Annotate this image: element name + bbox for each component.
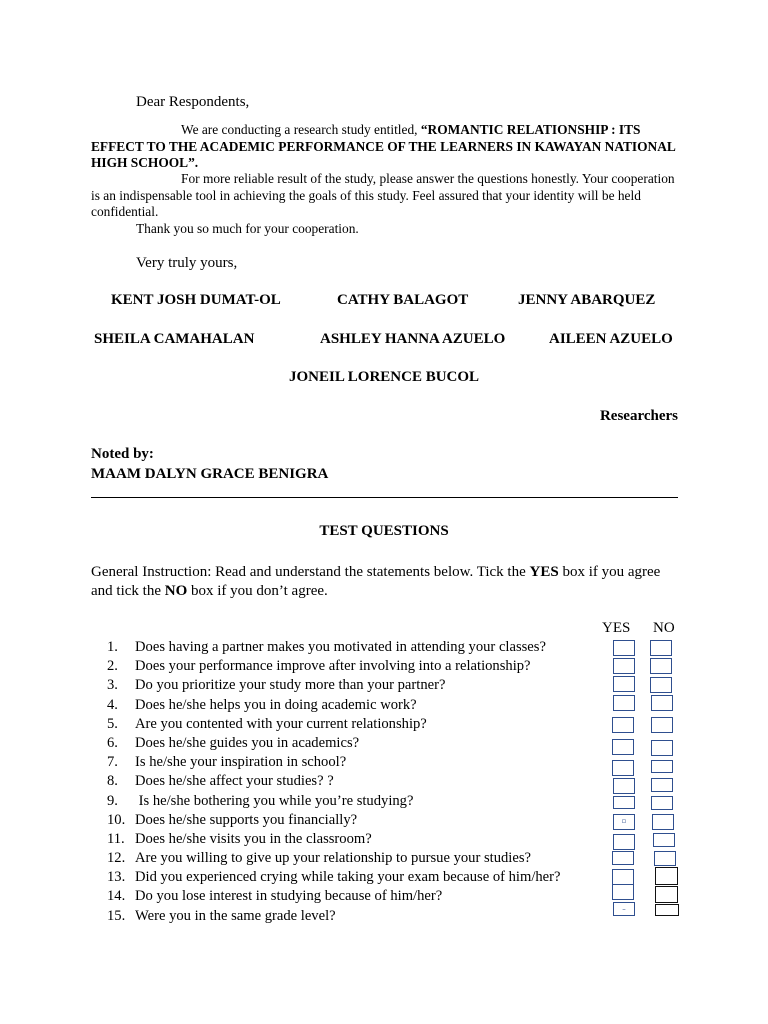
question-number: 15. <box>107 907 126 924</box>
no-checkbox[interactable] <box>650 677 672 693</box>
question-number: 10. <box>107 811 126 828</box>
question-number: 6. <box>107 734 118 751</box>
instruction-text: General Instruction: Read and understand the statements below. Tick the <box>91 564 530 580</box>
no-checkbox[interactable] <box>651 796 673 810</box>
question-item <box>107 753 561 772</box>
checkbox-mark-icon: – <box>622 905 626 913</box>
question-number: 14. <box>107 888 126 905</box>
yes-checkbox[interactable] <box>613 695 635 711</box>
question-number: 13. <box>107 869 126 886</box>
question-item <box>107 734 561 753</box>
no-checkbox[interactable] <box>650 640 672 656</box>
yes-checkbox[interactable] <box>612 884 634 900</box>
request-text: For more reliable result of the study, please answer the questions honestly. Your cooperation is an indispensable tool in achieving the goals of this study. Feel assured that your identity will be held confidential. <box>91 171 675 219</box>
no-checkbox[interactable] <box>651 778 673 792</box>
yes-checkbox[interactable] <box>613 658 635 674</box>
question-item <box>107 792 561 811</box>
question-number: 8. <box>107 773 118 790</box>
question-text: Does he/she helps you in doing academic work? <box>135 696 417 713</box>
question-number: 4. <box>107 696 118 713</box>
question-item <box>107 887 561 906</box>
general-instruction <box>91 563 681 601</box>
divider-line <box>91 497 678 498</box>
no-checkbox[interactable] <box>654 851 676 866</box>
yes-checkbox[interactable] <box>612 869 634 885</box>
question-number: 1. <box>107 639 118 655</box>
thanks-line: Thank you so much for your cooperation. <box>136 221 359 236</box>
no-checkbox[interactable] <box>655 867 678 885</box>
question-number: 9. <box>107 792 118 809</box>
question-item <box>107 772 561 791</box>
question-item <box>107 907 561 926</box>
yes-checkbox[interactable] <box>613 834 635 850</box>
yes-checkbox[interactable] <box>612 851 634 865</box>
instruction-text: box if you don’t agree. <box>187 583 328 599</box>
instruction-yes: YES <box>529 564 559 580</box>
question-text: Do you lose interest in studying because of him/her? <box>135 888 443 905</box>
yes-checkbox[interactable] <box>612 739 634 755</box>
question-text: Is he/she bothering you while you’re studying? <box>135 792 414 809</box>
yes-checkbox[interactable] <box>613 814 635 830</box>
question-text: Are you contented with your current relationship? <box>135 715 427 732</box>
researcher-name: ASHLEY HANNA AZUELO <box>320 331 506 347</box>
intro-paragraph <box>91 122 678 172</box>
no-checkbox[interactable] <box>655 904 679 916</box>
question-text: Is he/she your inspiration in school? <box>135 754 347 771</box>
study-title: “ROMANTIC RELATIONSHIP : ITS EFFECT TO THE ACADEMIC PERFORMANCE OF THE LEARNERS IN KAWAYAN NATIONAL HIGH SCHOOL”. <box>91 122 676 170</box>
question-text: Were you in the same grade level? <box>135 907 336 924</box>
researcher-name: SHEILA CAMAHALAN <box>94 331 255 347</box>
researcher-name: JENNY ABARQUEZ <box>518 292 656 308</box>
noted-by-label: Noted by: <box>91 446 154 462</box>
researcher-name: AILEEN AZUELO <box>549 331 673 347</box>
researcher-name: KENT JOSH DUMAT-OL <box>111 292 281 308</box>
no-checkbox[interactable] <box>651 760 673 773</box>
question-item <box>107 676 561 695</box>
no-checkbox[interactable] <box>651 695 673 711</box>
question-item <box>107 868 561 887</box>
no-checkbox[interactable] <box>655 886 678 903</box>
no-checkbox[interactable] <box>651 717 673 733</box>
question-text: Does he/she visits you in the classroom? <box>135 830 372 847</box>
yes-checkbox[interactable] <box>613 640 635 656</box>
question-item <box>107 638 561 657</box>
greeting: Dear Respondents, <box>136 94 250 110</box>
question-list <box>107 638 561 926</box>
question-item <box>107 830 561 849</box>
yes-checkbox[interactable] <box>613 902 635 916</box>
yes-checkbox[interactable] <box>612 717 634 733</box>
yes-column-header: YES <box>602 620 631 636</box>
no-checkbox[interactable] <box>650 658 672 674</box>
question-text: Did you experienced crying while taking your exam because of him/her? <box>135 869 561 886</box>
yes-checkbox[interactable] <box>612 760 634 776</box>
no-checkbox[interactable] <box>651 740 673 756</box>
question-number: 12. <box>107 850 126 867</box>
intro-text: We are conducting a research study entitled, <box>181 122 421 137</box>
question-number: 3. <box>107 677 118 694</box>
question-text: Does he/she supports you financially? <box>135 811 358 828</box>
question-text: Does your performance improve after involving into a relationship? <box>135 658 531 675</box>
question-item <box>107 657 561 676</box>
yes-checkbox[interactable] <box>613 676 635 692</box>
yes-checkbox[interactable] <box>613 796 635 809</box>
question-text: Do you prioritize your study more than your partner? <box>135 677 446 694</box>
question-item <box>107 811 561 830</box>
question-text: Does having a partner makes you motivated in attending your classes? <box>135 639 546 655</box>
closing-line: Very truly yours, <box>136 255 238 271</box>
question-number: 5. <box>107 715 118 732</box>
yes-checkbox[interactable] <box>613 778 635 794</box>
no-checkbox[interactable] <box>653 833 675 847</box>
instruction-text: box if you agree and tick the <box>91 564 661 599</box>
no-checkbox[interactable] <box>652 814 674 830</box>
checkbox-mark-icon: ▫ <box>621 817 627 825</box>
question-item <box>107 715 561 734</box>
question-number: 7. <box>107 754 118 771</box>
request-paragraph <box>91 171 678 221</box>
instruction-no: NO <box>164 583 188 599</box>
researcher-name: CATHY BALAGOT <box>337 292 469 308</box>
adviser-name: MAAM DALYN GRACE BENIGRA <box>91 466 329 482</box>
researcher-name: JONEIL LORENCE BUCOL <box>289 369 480 385</box>
no-column-header: NO <box>653 620 675 636</box>
question-item <box>107 696 561 715</box>
question-text: Does he/she affect your studies? ? <box>135 773 334 790</box>
question-item <box>107 849 561 868</box>
test-questions-heading: TEST QUESTIONS <box>319 523 449 539</box>
question-text: Are you willing to give up your relationship to pursue your studies? <box>135 850 531 867</box>
question-number: 11. <box>107 830 125 847</box>
researchers-label: Researchers <box>599 408 678 424</box>
question-number: 2. <box>107 658 118 675</box>
question-text: Does he/she guides you in academics? <box>135 734 360 751</box>
